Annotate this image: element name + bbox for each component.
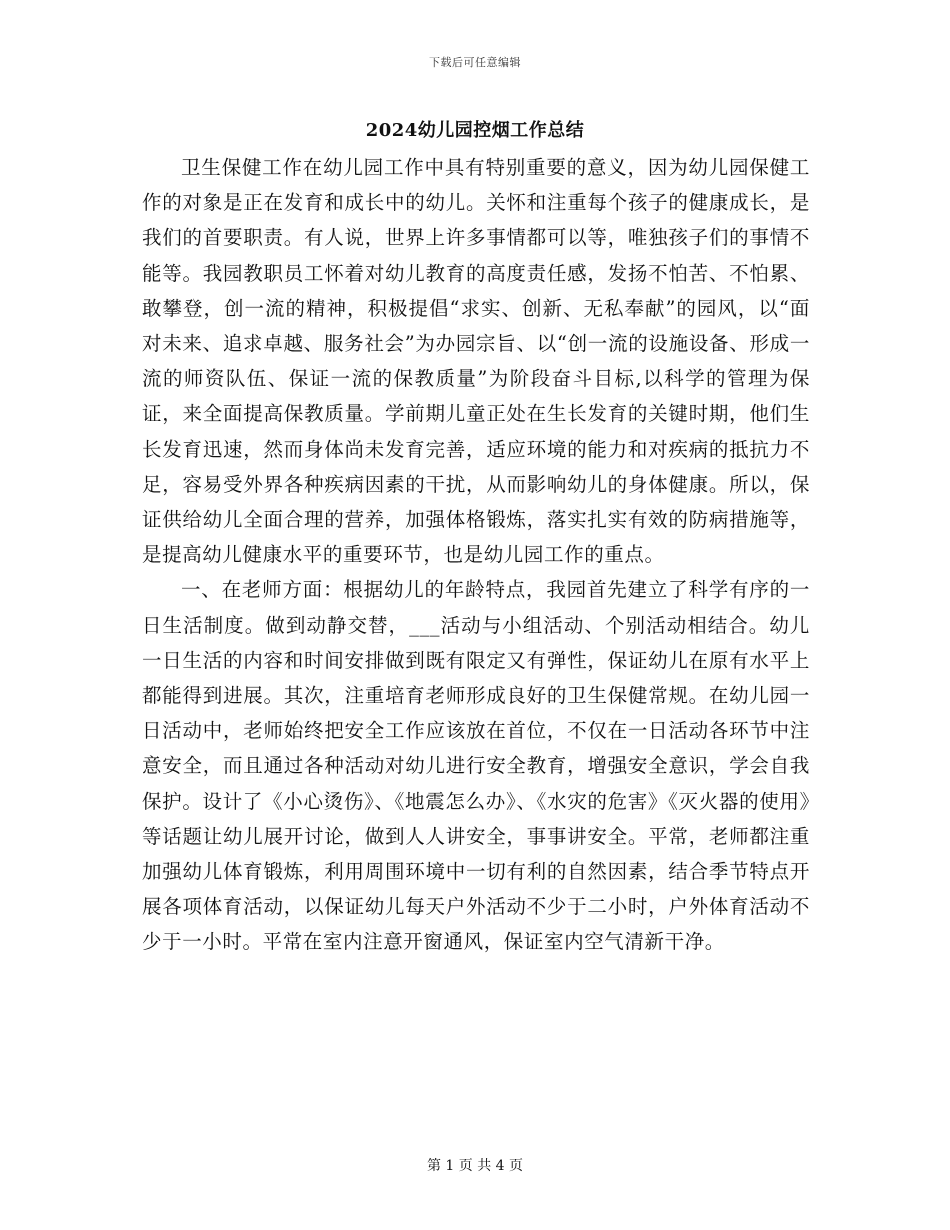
- paragraph-intro: 卫生保健工作在幼儿园工作中具有特别重要的意义，因为幼儿园保健工作的对象是正在发育和成长中的幼儿。关怀和注重每个孩子的健康成长，是我们的首要职责。有人说，世界上许多事情都可以等，唯独孩子们的事情不能等。我园教职员工怀着对幼儿教育的高度责任感，发扬不怕苦、不怕累、敢攀登，创一流的精神，积极提倡“求实、创新、无私奉献”的园风，以“面对未来、追求卓越、服务社会”为办园宗旨、以“创一流的设施设备、形成一流的师资队伍、保证一流的保教质量”为阶段奋斗目标,以科学的管理为保证，来全面提高保教质量。学前期儿童正处在生长发育的关键时期，他们生长发育迅速，然而身体尚未发育完善，适应环境的能力和对疾病的抵抗力不足，容易受外界各种疾病因素的干扰，从而影响幼儿的身体健康。所以，保证供给幼儿全面合理的营养，加强体格锻炼，落实扎实有效的防病措施等，是提高幼儿健康水平的重要环节，也是幼儿园工作的重点。: [142, 156, 810, 567]
- page-number-footer: 第 1 页 共 4 页: [426, 1158, 524, 1174]
- document-title: 2024幼儿园控烟工作总结: [365, 120, 585, 141]
- header-note: 下载后可任意编辑: [429, 56, 521, 69]
- document-body: [142, 150, 810, 960]
- paragraph-teachers: 一、在老师方面：根据幼儿的年龄特点，我园首先建立了科学有序的一日生活制度。做到动静交替，___活动与小组活动、个别活动相结合。幼儿一日生活的内容和时间安排做到既有限定又有弹性，保证幼儿在原有水平上都能得到进展。其次，注重培育老师形成良好的卫生保健常规。在幼儿园一日活动中，老师始终把安全工作应该放在首位，不仅在一日活动各环节中注意安全，而且通过各种活动对幼儿进行安全教育，增强安全意识，学会自我保护。设计了《小心烫伤》、《地震怎么办》、《水灾的危害》《灭火器的使用》等话题让幼儿展开讨论，做到人人讲安全，事事讲安全。平常，老师都注重加强幼儿体育锻炼，利用周围环境中一切有利的自然因素，结合季节特点开展各项体育活动，以保证幼儿每天户外活动不少于二小时，户外体育活动不少于一小时。平常在室内注意开窗通风，保证室内空气清新干净。: [142, 578, 810, 954]
